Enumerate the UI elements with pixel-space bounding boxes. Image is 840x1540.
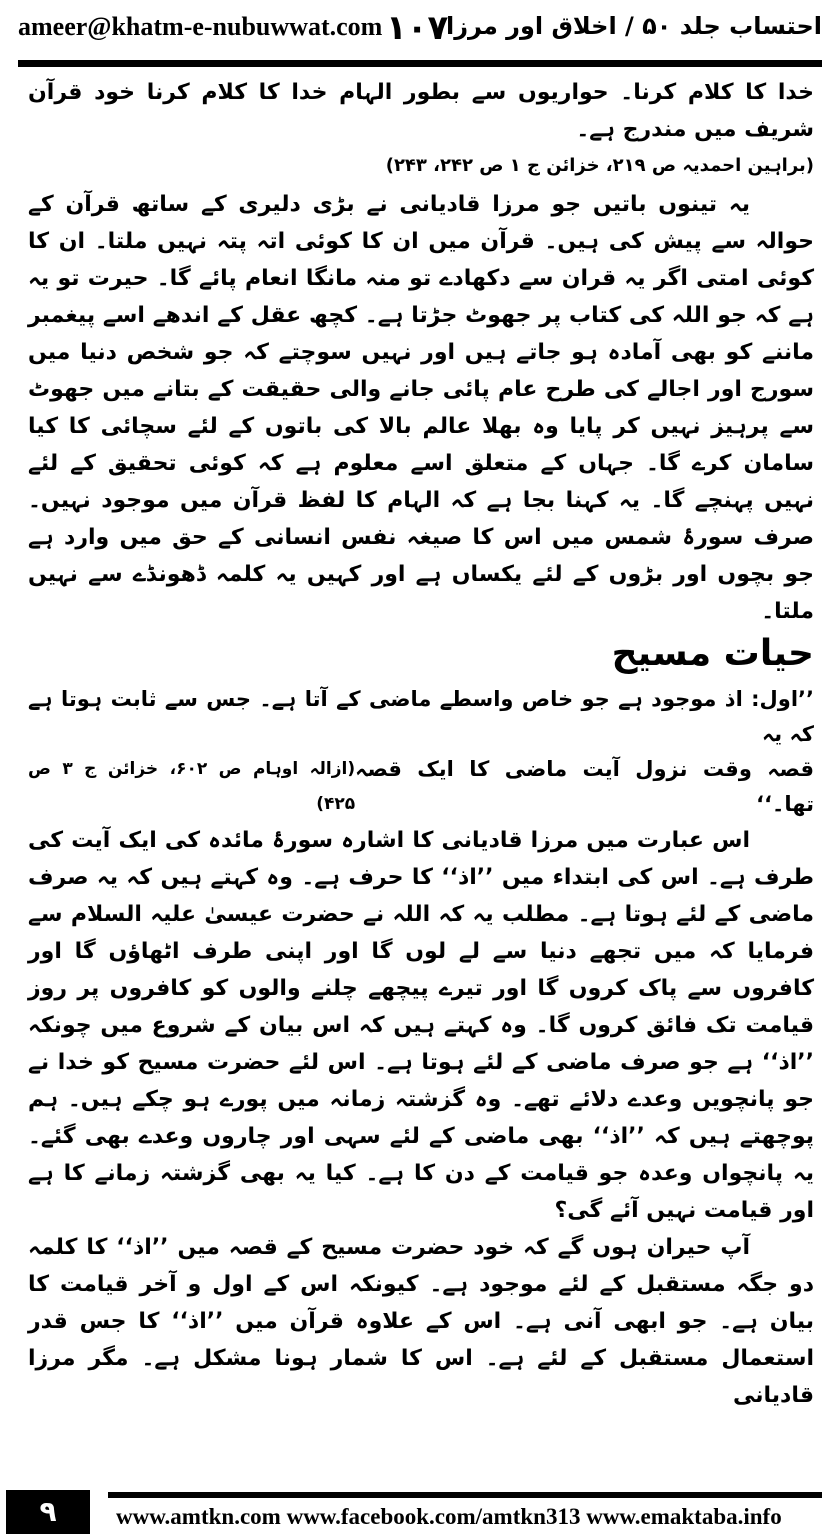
paragraph-2: یہ تینوں باتیں جو مرزا قادیانی نے بڑی دلیری کے ساتھ قرآن کے حوالہ سے پیش کی ہیں۔ قرآن میں ان کا کوئی اتہ پتہ نہیں ملتا۔ ان کا کوئی امتی اگر یہ قران سے دکھادے تو منہ مانگا انعام پائے گا۔ حیرت تو یہ ہے کہ جو اللہ کی کتاب پر جھوٹ جڑتا ہے۔ کچھ عقل کے اندھے اسے پیغمبر ماننے کو بھی آمادہ ہو جاتے ہیں اور نہیں سوچتے کہ جو شخص دنیا میں سورج اور اجالے کی طرح عام پائی جانے والی حقیقت کے بتانے میں جھوٹ سے پرہیز نہیں کر پایا وہ بھلا عالم بالا کی باتوں کے لئے سچائی کا کیا سامان کرے گا۔ جہاں کے متعلق اسے معلوم ہے کہ کوئی تحقیق کے لئے نہیں پہنچے گا۔ یہ کہنا بجا ہے کہ الہام کا لفظ قرآن میں موجود نہیں۔ صرف سورۂ شمس میں اس کا صیغہ نفس انسانی کے حق میں وارد ہے جو بچوں اور بڑوں کے لئے یکساں ہے اور کہیں یہ کلمہ ڈھونڈے سے نہیں ملتا۔ bbox=[28, 192, 814, 624]
paragraph-1: خدا کا کلام کرنا۔ حواریوں سے بطور الہام خدا کا کلام کرنا خود قرآن شریف میں مندرج ہے۔ bbox=[28, 80, 814, 142]
footer-rule bbox=[108, 1492, 822, 1498]
header-email[interactable]: ameer@khatm-e-nubuwwat.com bbox=[18, 12, 383, 41]
paragraph-4: آپ حیران ہوں گے کہ خود حضرت مسیح کے قصہ میں ’’اذ‘‘ کا کلمہ دو جگہ مستقبل کے لئے موجود ہے۔ کیونکہ اس کے اول و آخر قیامت کا بیان ہے۔ جو ابھی آنی ہے۔ اس کے علاوہ قرآن میں ’’اذ‘‘ کا جس قدر استعمال مستقبل کے لئے ہے۔ اس کا شمار ہونا مشکل ہے۔ مگر مرزا قادیانی bbox=[28, 1235, 814, 1408]
section-heading: حیات مسیح bbox=[611, 633, 814, 674]
page-header bbox=[18, 8, 822, 56]
header-page-number: ۱۰۷ bbox=[386, 8, 449, 48]
reference-1: (براہین احمدیہ ص ۲۱۹، خزائن ج ۱ ص ۲۴۲، ۲۴۳) bbox=[385, 155, 814, 176]
footer-links[interactable]: www.amtkn.com www.facebook.com/amtkn313 www.emaktaba.info bbox=[116, 1504, 782, 1529]
reference-2: (ازالہ اوہام ص ۶۰۲، خزائن ج ۳ ص ۴۲۵) bbox=[28, 759, 356, 814]
footer-page-box: ۹ bbox=[6, 1490, 90, 1534]
page-footer bbox=[0, 1488, 840, 1540]
page-body bbox=[28, 74, 814, 1414]
header-rule bbox=[18, 60, 822, 67]
header-title: احتساب جلد ۵۰ / اخلاق اور مرزا bbox=[445, 12, 822, 40]
paragraph-3: اس عبارت میں مرزا قادیانی کا اشارہ سورۂ مائدہ کی ایک آیت کی طرف ہے۔ اس کی ابتداء میں ’’اذ‘‘ کا حرف ہے۔ وہ کہتے ہیں کہ یہ صرف ماضی کے لئے ہوتا ہے۔ مطلب یہ کہ اللہ نے حضرت عیسیٰ علیہ السلام سے فرمایا کہ میں تجھے دنیا سے لے لوں گا اور اپنی طرف اٹھاؤں گا اور کافروں سے پاک کروں گا اور تیرے پیچھے چلنے والوں کو کافروں پر روز قیامت تک فائق کروں گا۔ وہ کہتے ہیں کہ اس بیان کے شروع میں چونکہ ’’اذ‘‘ ہے جو صرف ماضی کے لئے ہوتا ہے۔ اس لئے حضرت مسیح کو خدا نے جو پانچویں وعدے دلائے تھے۔ وہ گزشتہ زمانہ میں پورے ہو چکے ہیں۔ ہم پوچھتے ہیں کہ ’’اذ‘‘ بھی ماضی کے لئے سہی اور چاروں وعدے بھی گئے۔ یہ پانچواں وعدہ جو قیامت کے دن کا ہے۔ کیا یہ بھی گزشتہ زمانے کا ہے اور قیامت نہیں آئے گی؟ bbox=[28, 828, 814, 1223]
quote-line: ’’اول: اذ موجود ہے جو خاص واسطے ماضی کے آتا ہے۔ جس سے ثابت ہوتا ہے کہ یہ bbox=[28, 687, 814, 746]
quote-end: قصہ وقت نزول آیت ماضی کا ایک قصہ تھا۔‘‘ bbox=[355, 757, 814, 816]
quote-end-row bbox=[28, 752, 814, 822]
